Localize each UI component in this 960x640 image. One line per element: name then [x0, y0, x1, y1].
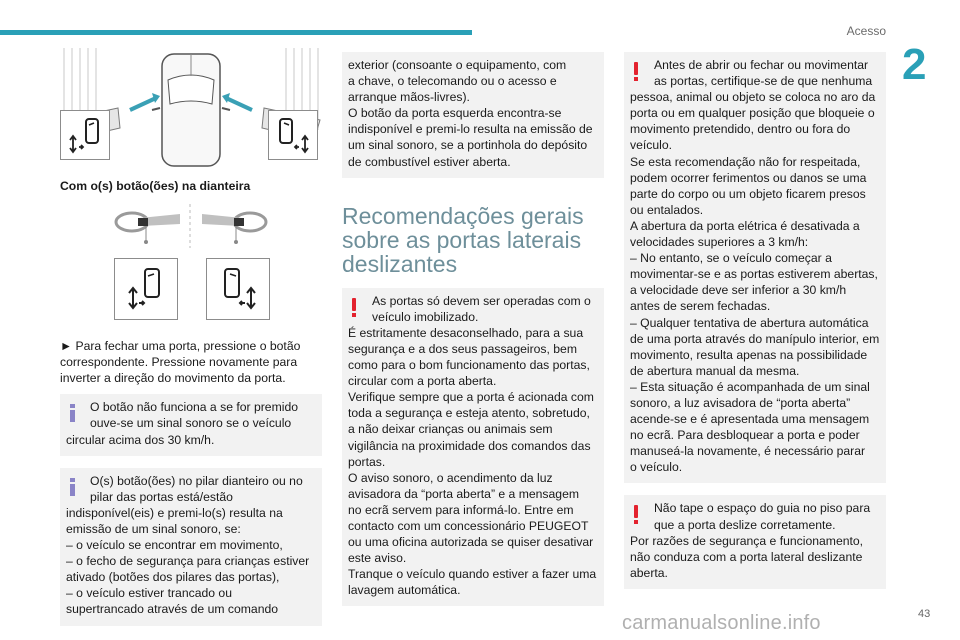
note-line: emissão de um sinal sonoro, se:	[66, 521, 241, 536]
note-line: ou uma oficina autorizada se quiser desativar	[348, 535, 594, 550]
info-note-pillar	[60, 468, 322, 626]
note-line: O botão não funciona a se for premido	[90, 400, 298, 415]
chapter-number: 2	[902, 40, 927, 89]
warning-note-operation	[342, 288, 604, 607]
note-line: podem ocorrer ferimentos ou danos se uma	[630, 170, 867, 185]
note-line: O botão da porta esquerda encontra-se	[348, 106, 562, 121]
note-line: a velocidade deve ser inferior a 30 km/h	[630, 283, 847, 298]
note-line: – No entanto, se o veículo começar a	[630, 251, 832, 266]
warning-icon	[351, 298, 357, 318]
note-line: o veículo.	[630, 460, 683, 475]
note-line: Tranque o veículo quando estiver a fazer uma	[348, 567, 597, 582]
note-line: aberta.	[630, 565, 668, 580]
note-line: supertrancado através de um comando	[66, 602, 279, 617]
note-line: – Esta situação é acompanhada de um sinal	[630, 379, 870, 394]
info-icon	[70, 478, 75, 496]
van-buttons-illustration	[60, 48, 322, 168]
note-line: pilar das portas está/estão	[90, 489, 233, 504]
section-heading	[342, 204, 604, 276]
note-line: veículo.	[630, 138, 673, 153]
note-line: segurança e a dos seus passageiros, bem	[348, 341, 577, 356]
note-line: É estritamente desaconselhado, para a sua	[348, 325, 584, 340]
heading-line: deslizantes	[342, 250, 458, 277]
note-line: lavagem automática.	[348, 583, 461, 598]
note-line: movimento pretendido, dentro ou fora do	[630, 122, 851, 137]
note-line: no ecrã servem para informá-lo. Entre em	[348, 502, 574, 517]
note-line: O aviso sonoro, o acendimento da luz	[348, 470, 553, 485]
note-line: As portas só devem ser operadas com o	[372, 293, 591, 308]
note-line: as portas, certifique-se de que nenhuma	[654, 74, 873, 89]
note-line: Não tape o espaço do guia no piso para	[654, 501, 871, 516]
note-line: de uma porta através do manípulo interior, em	[630, 331, 880, 346]
note-line: O(s) botão(ões) no pilar dianteiro ou no	[90, 473, 303, 488]
info-note-speed	[60, 394, 322, 455]
warning-note-guide	[624, 495, 886, 588]
note-line: a chave, o telecomando ou o acesso e	[348, 74, 557, 89]
header-accent-bar	[0, 30, 472, 35]
warning-icon	[633, 505, 639, 525]
note-line: Verifique sempre que a porta é acionada com	[348, 390, 594, 405]
right-door-button-icon	[268, 110, 318, 160]
warning-icon	[633, 62, 639, 82]
note-line: contacto com um concessionário PEUGEOT	[348, 518, 589, 533]
note-line: ativado (botões dos pilares das portas),	[66, 570, 280, 585]
note-line: este aviso.	[348, 551, 407, 566]
front-buttons-caption: Com o(s) botão(ões) na dianteira	[60, 179, 251, 193]
column-middle	[342, 52, 604, 606]
note-line: movimentar-se e as portas estiverem abertas,	[630, 267, 878, 282]
note-line: arranque mãos-livres).	[348, 90, 470, 105]
dashboard-buttons-illustration	[60, 200, 322, 324]
left-front-door-button-icon	[114, 258, 178, 320]
warning-note-safety	[624, 52, 886, 483]
note-line: veículo imobilizado.	[372, 309, 479, 324]
heading-line: sobre as portas laterais	[342, 226, 582, 253]
note-line: um sinal sonoro, se a portinhola do depósito	[348, 138, 588, 153]
note-line: pessoa, animal ou objeto se coloca no aro da	[630, 90, 876, 105]
note-line: circular acima dos 30 km/h.	[66, 432, 215, 447]
note-line: manuseá-la novamente, é necessário parar	[630, 444, 866, 459]
note-line: Antes de abrir ou fechar ou movimentar	[654, 58, 869, 72]
note-line: circular com a porta aberta.	[348, 374, 497, 389]
note-line: antes de serem fechadas.	[630, 299, 771, 314]
note-line: acende-se e é apresentada uma mensagem	[630, 412, 870, 427]
note-line: vigilância na proximidade dos comandos das	[348, 438, 591, 453]
note-line: Se esta recomendação não for respeitada,	[630, 154, 861, 169]
note-line: a não deixar crianças ou animais sem	[348, 422, 553, 437]
note-line: ou entalados.	[630, 202, 704, 217]
note-line: – o veículo se encontrar em movimento,	[66, 538, 283, 553]
note-line: de combustível estiver aberta.	[348, 154, 511, 169]
watermark: carmanualsonline.info	[622, 612, 821, 634]
note-line: toda a segurança e esteja atento, sobretudo,	[348, 406, 590, 421]
note-line: porta ou em qualquer posição que bloqueie o	[630, 106, 875, 121]
close-door-instruction: ► Para fechar uma porta, pressione o botão correspondente. Pressione novamente para inverter a direção do movimento da porta.	[60, 339, 301, 386]
note-line: Por razões de segurança e funcionamento,	[630, 533, 864, 548]
heading-line: Recomendações gerais	[342, 202, 584, 229]
column-left	[60, 48, 322, 626]
left-door-button-icon	[60, 110, 110, 160]
note-line: movimento, resulta apenas na possibilidade	[630, 347, 868, 362]
note-line: avisadora da “porta aberta” e a mensagem	[348, 486, 580, 501]
note-line: que a porta deslize corretamente.	[654, 517, 836, 532]
note-line: não conduza com a porta lateral deslizante	[630, 549, 863, 564]
note-line: portas.	[348, 454, 386, 469]
note-line: – o veículo estiver trancado ou	[66, 586, 232, 601]
note-line: indisponível(eis) e premi-lo(s) resulta na	[66, 505, 283, 520]
info-icon	[70, 404, 75, 422]
note-line: – Qualquer tentativa de abertura automática	[630, 315, 869, 330]
note-line: exterior (consoante o equipamento, com	[348, 58, 567, 72]
note-line: – o fecho de segurança para crianças estiver	[66, 554, 310, 569]
note-line: parte do corpo ou um objeto ficarem presos	[630, 186, 866, 201]
note-line: sonoro, a luz avisadora de “porta aberta”	[630, 395, 851, 410]
page-number: 43	[918, 608, 931, 620]
note-line: velocidades superiores a 3 km/h:	[630, 235, 809, 250]
column-right	[624, 52, 886, 589]
note-line: A abertura da porta elétrica é desativada a	[630, 218, 860, 233]
info-note-continued	[342, 52, 604, 178]
note-line: ouve-se um sinal sonoro se o veículo	[90, 416, 292, 431]
note-line: de abertura manual da mesma.	[630, 363, 800, 378]
right-front-door-button-icon	[206, 258, 270, 320]
note-line: no ecrã. Para desbloquear a porta e poder	[630, 428, 860, 443]
section-title: Acesso	[846, 24, 886, 38]
note-line: indisponível e premi-lo resulta na emissão de	[348, 122, 593, 137]
note-line: como para o bom funcionamento das portas,	[348, 358, 590, 373]
